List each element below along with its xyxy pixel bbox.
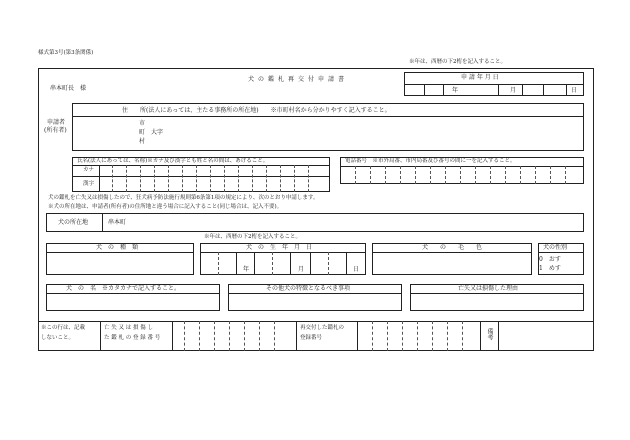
loss-reason-header: 亡失又は損傷した理由 xyxy=(458,285,519,292)
year-note-top: ※年は、西暦の下2桁を記入すること。 xyxy=(409,59,507,65)
kanji-label: 漢字 xyxy=(83,181,95,187)
date-month-unit: 月 xyxy=(510,87,517,94)
old-tag-label-line1: 亡 失 又 は 損 傷 し xyxy=(104,325,153,331)
office-row-top xyxy=(38,321,594,322)
address-town-prefix: 町 大字 xyxy=(139,129,164,136)
address-city-prefix: 市 xyxy=(139,120,146,127)
address-header: 住 所(法人にあっては、主たる事務所の所在地) ※市町村名から分かりやすく記入すること。 xyxy=(122,107,391,114)
old-tag-label-line2: た 鑑 札 の 登 録 番 号 xyxy=(104,335,161,341)
dog-name-header: 犬 の 名 ※カタカナで記入すること。 xyxy=(66,285,181,292)
office-note-line1: ※この行は、記載 xyxy=(41,325,86,331)
form-title: 犬の鑑札再交付申請書 xyxy=(248,76,349,83)
dog-breed-header: 犬 の 種 類 xyxy=(96,244,139,251)
name-header: 氏名(法人にあっては、名称)※カナ及び漢字とも姓と名の間は、あけること。 xyxy=(77,158,269,164)
remarks-label: 備考 xyxy=(486,328,493,340)
new-tag-label-line1: 再交付した鑑札の xyxy=(300,325,345,331)
year-note-mid: ※年は、西暦の下2桁を記入すること。 xyxy=(204,234,302,240)
dog-location-box xyxy=(46,213,584,232)
dog-coat-header: 犬 の 毛 色 xyxy=(422,244,483,251)
office-note-line2: しないこと。 xyxy=(41,335,75,341)
dog-sex-female: 1 めす xyxy=(539,265,561,272)
dog-birthdate-header: 犬 の 生 年 月 日 xyxy=(246,244,313,251)
addressee: 串本町長 様 xyxy=(50,85,87,92)
kana-label: カナ xyxy=(83,167,95,173)
phone-header: 電話番号 ※市外局番、市内局番及び番号の間に一を記入すること。 xyxy=(345,158,516,164)
birth-month-unit: 月 xyxy=(298,266,305,273)
dog-location-value: 串本町 xyxy=(108,219,127,226)
dog-sex-header: 犬の性別 xyxy=(543,244,568,251)
dog-sex-male: 0 おす xyxy=(539,256,561,263)
application-date-label: 申 請 年 月 日 xyxy=(461,74,499,81)
birth-day-unit: 日 xyxy=(353,266,360,273)
applicant-label: 申請者 xyxy=(47,119,66,126)
statement-line2: ※犬の所在地は、申請者(所有者)の住所地と違う場合に記入すること(同じ場合は、記入不要)。 xyxy=(48,204,283,210)
form-number: 様式第3号(第3条関係) xyxy=(38,50,94,56)
new-tag-label-line2: 登録番号 xyxy=(300,335,323,341)
date-day-unit: 日 xyxy=(571,87,578,94)
dog-features-header: その他犬の特徴となるべき事項 xyxy=(266,285,351,292)
dog-location-label: 犬の所在地 xyxy=(58,219,89,226)
applicant-owner-label: (所有者) xyxy=(44,127,67,134)
statement-line1: 犬の鑑札を亡失又は損傷したので、狂犬病予防法施行規則第6条第1項の規定により、次のとおり申請します。 xyxy=(48,195,319,201)
birth-year-unit: 年 xyxy=(243,266,250,273)
date-year-unit: 年 xyxy=(452,87,459,94)
address-village-prefix: 村 xyxy=(139,138,146,145)
